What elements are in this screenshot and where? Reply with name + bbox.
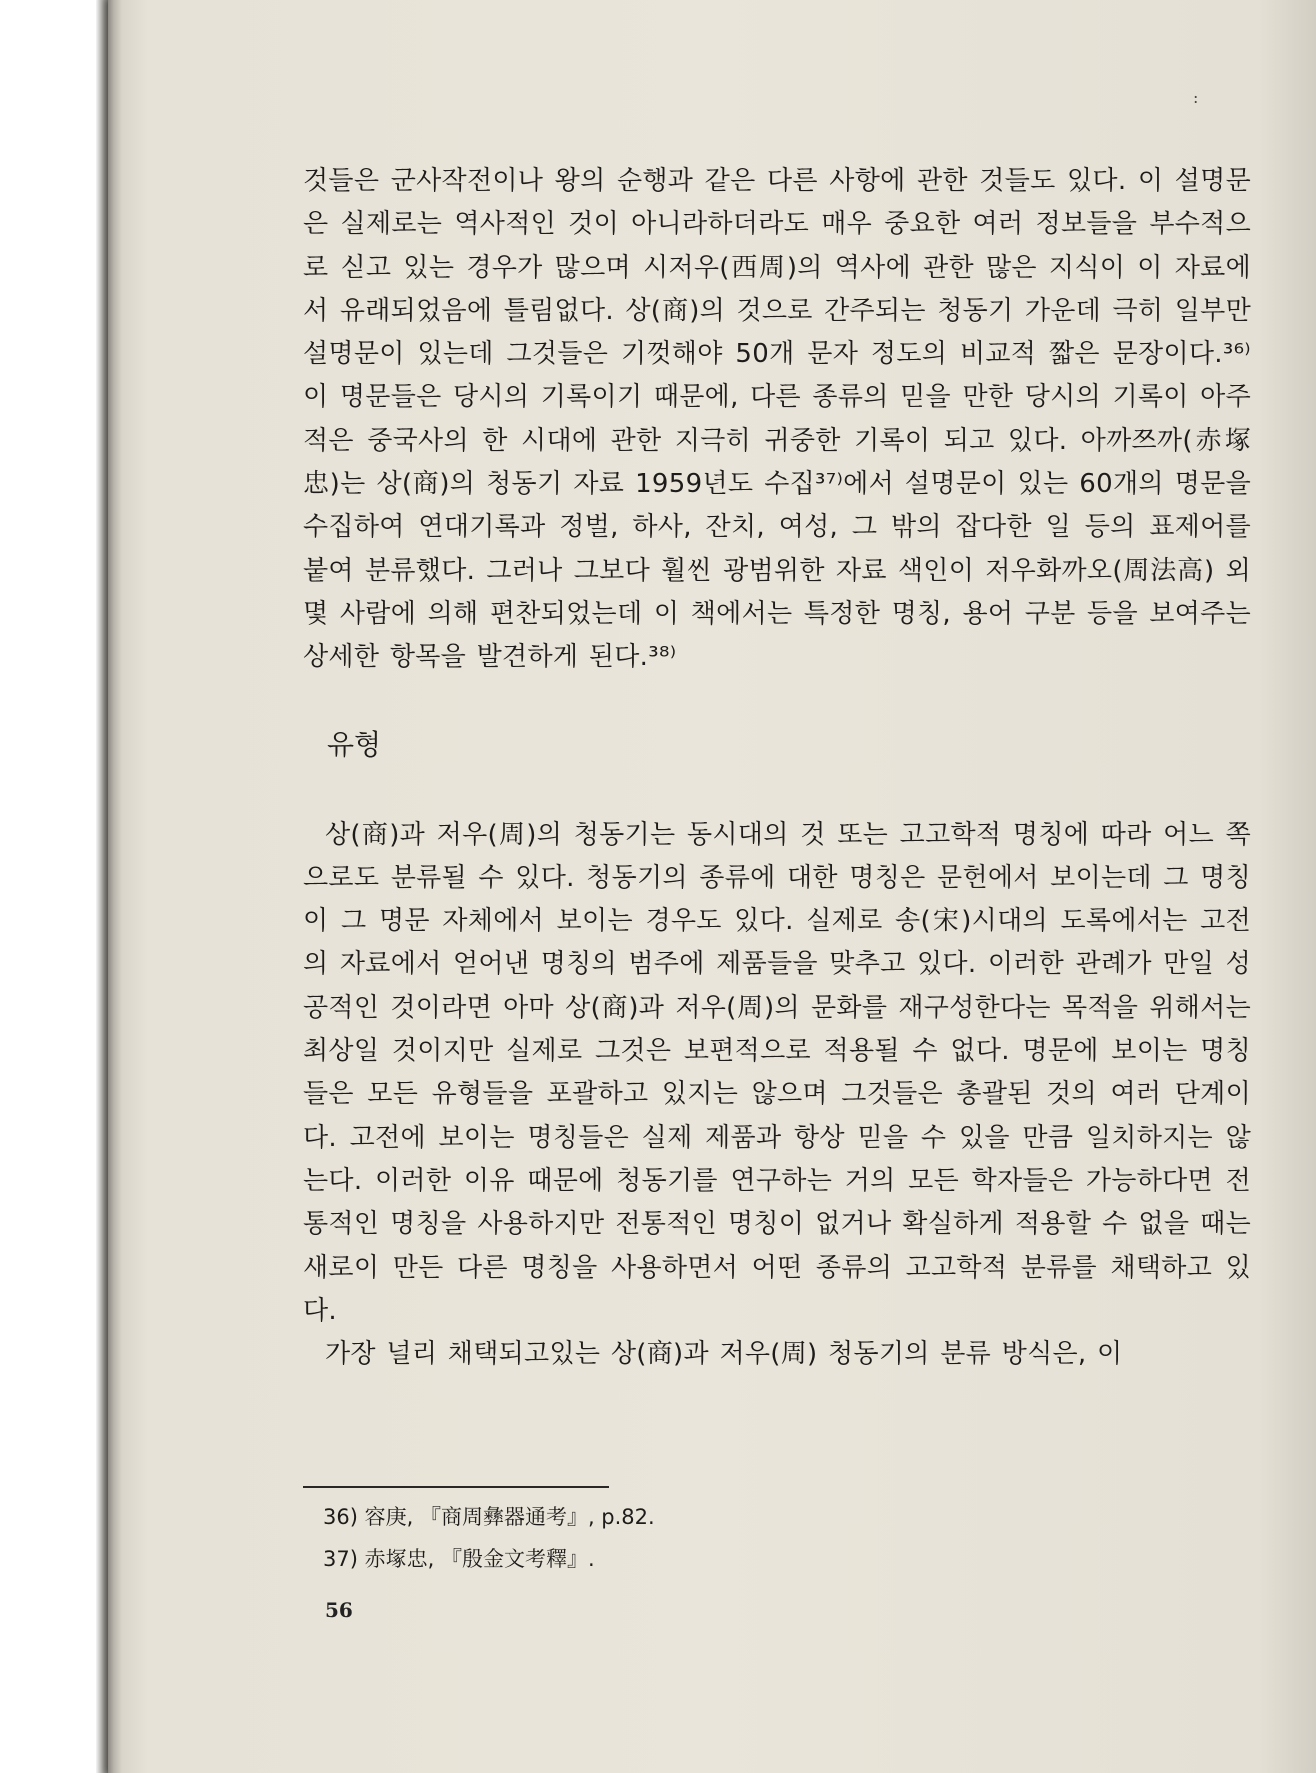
footnote-37: 37) 赤塚忠, 『殷金文考釋』.	[323, 1547, 595, 1571]
page-number: 56	[325, 1598, 353, 1622]
footnotes	[323, 1496, 655, 1580]
paragraph-inscriptions: 것들은 군사작전이나 왕의 순행과 같은 다른 사항에 관한 것들도 있다. 이 설명문은 실제로는 역사적인 것이 아니라하더라도 매우 중요한 여러 정보들을 부수적으로 싣고 있는 경우가 많으며 시저우(西周)의 역사에 관한 많은 지식이 이 자료에서 유래되었음에 틀림없다. 상(商)의 것으로 간주되는 청동기 가운데 극히 일부만 설명문이 있는데 그것들은 기껏해야 50개 문자 정도의 비교적 짧은 문장이다.³⁶⁾ 이 명문들은 당시의 기록이기 때문에, 다른 종류의 믿을 만한 당시의 기록이 아주 적은 중국사의 한 시대에 관한 지극히 귀중한 기록이 되고 있다. 아까쯔까(赤塚忠)는 상(商)의 청동기 자료 1959년도 수집³⁷⁾에서 설명문이 있는 60개의 명문을 수집하여 연대기록과 정벌, 하사, 잔치, 여성, 그 밖의 잡다한 일 등의 표제어를 붙여 분류했다. 그러나 그보다 훨씬 광범위한 자료 색인이 저우화까오(周法高) 외 몇 사람에 의해 편찬되었는데 이 책에서는 특정한 명칭, 용어 구분 등을 보여주는 상세한 항목을 발견하게 된다.³⁸⁾	[303, 166, 1251, 673]
footnote-36: 36) 容庚, 『商周彝器通考』, p.82.	[323, 1505, 655, 1529]
footnote-divider	[303, 1486, 609, 1488]
paragraph-continuation: 가장 널리 채택되고있는 상(商)과 저우(周) 청동기의 분류 방식은, 이	[325, 1339, 1123, 1370]
paragraph-classification: 상(商)과 저우(周)의 청동기는 동시대의 것 또는 고고학적 명칭에 따라 어느 쪽으로도 분류될 수 있다. 청동기의 종류에 대한 명칭은 문헌에서 보이는데 그 명칭이 그 명문 자체에서 보이는 경우도 있다. 실제로 송(宋)시대의 도록에서는 고전의 자료에서 얻어낸 명칭의 범주에 제품들을 맞추고 있다. 이러한 관례가 만일 성공적인 것이라면 아마 상(商)과 저우(周)의 문화를 재구성한다는 목적을 위해서는 최상일 것이지만 실제로 그것은 보편적으로 적용될 수 없다. 명문에 보이는 명칭들은 모든 유형들을 포괄하고 있지는 않으며 그것들은 총괄된 것의 여러 단계이다. 고전에 보이는 명칭들은 실제 제품과 항상 믿을 수 있을 만큼 일치하지는 않는다. 이러한 이유 때문에 청동기를 연구하는 거의 모든 학자들은 가능하다면 전통적인 명칭을 사용하지만 전통적인 명칭이 없거나 확실하게 적용할 수 없을 때는 새로이 만든 다른 명칭을 사용하면서 어떤 종류의 고고학적 분류를 채택하고 있다.	[303, 819, 1251, 1326]
top-corner-mark: :	[1193, 88, 1199, 107]
body-text	[303, 160, 1251, 1376]
section-heading: 유형	[327, 727, 382, 761]
